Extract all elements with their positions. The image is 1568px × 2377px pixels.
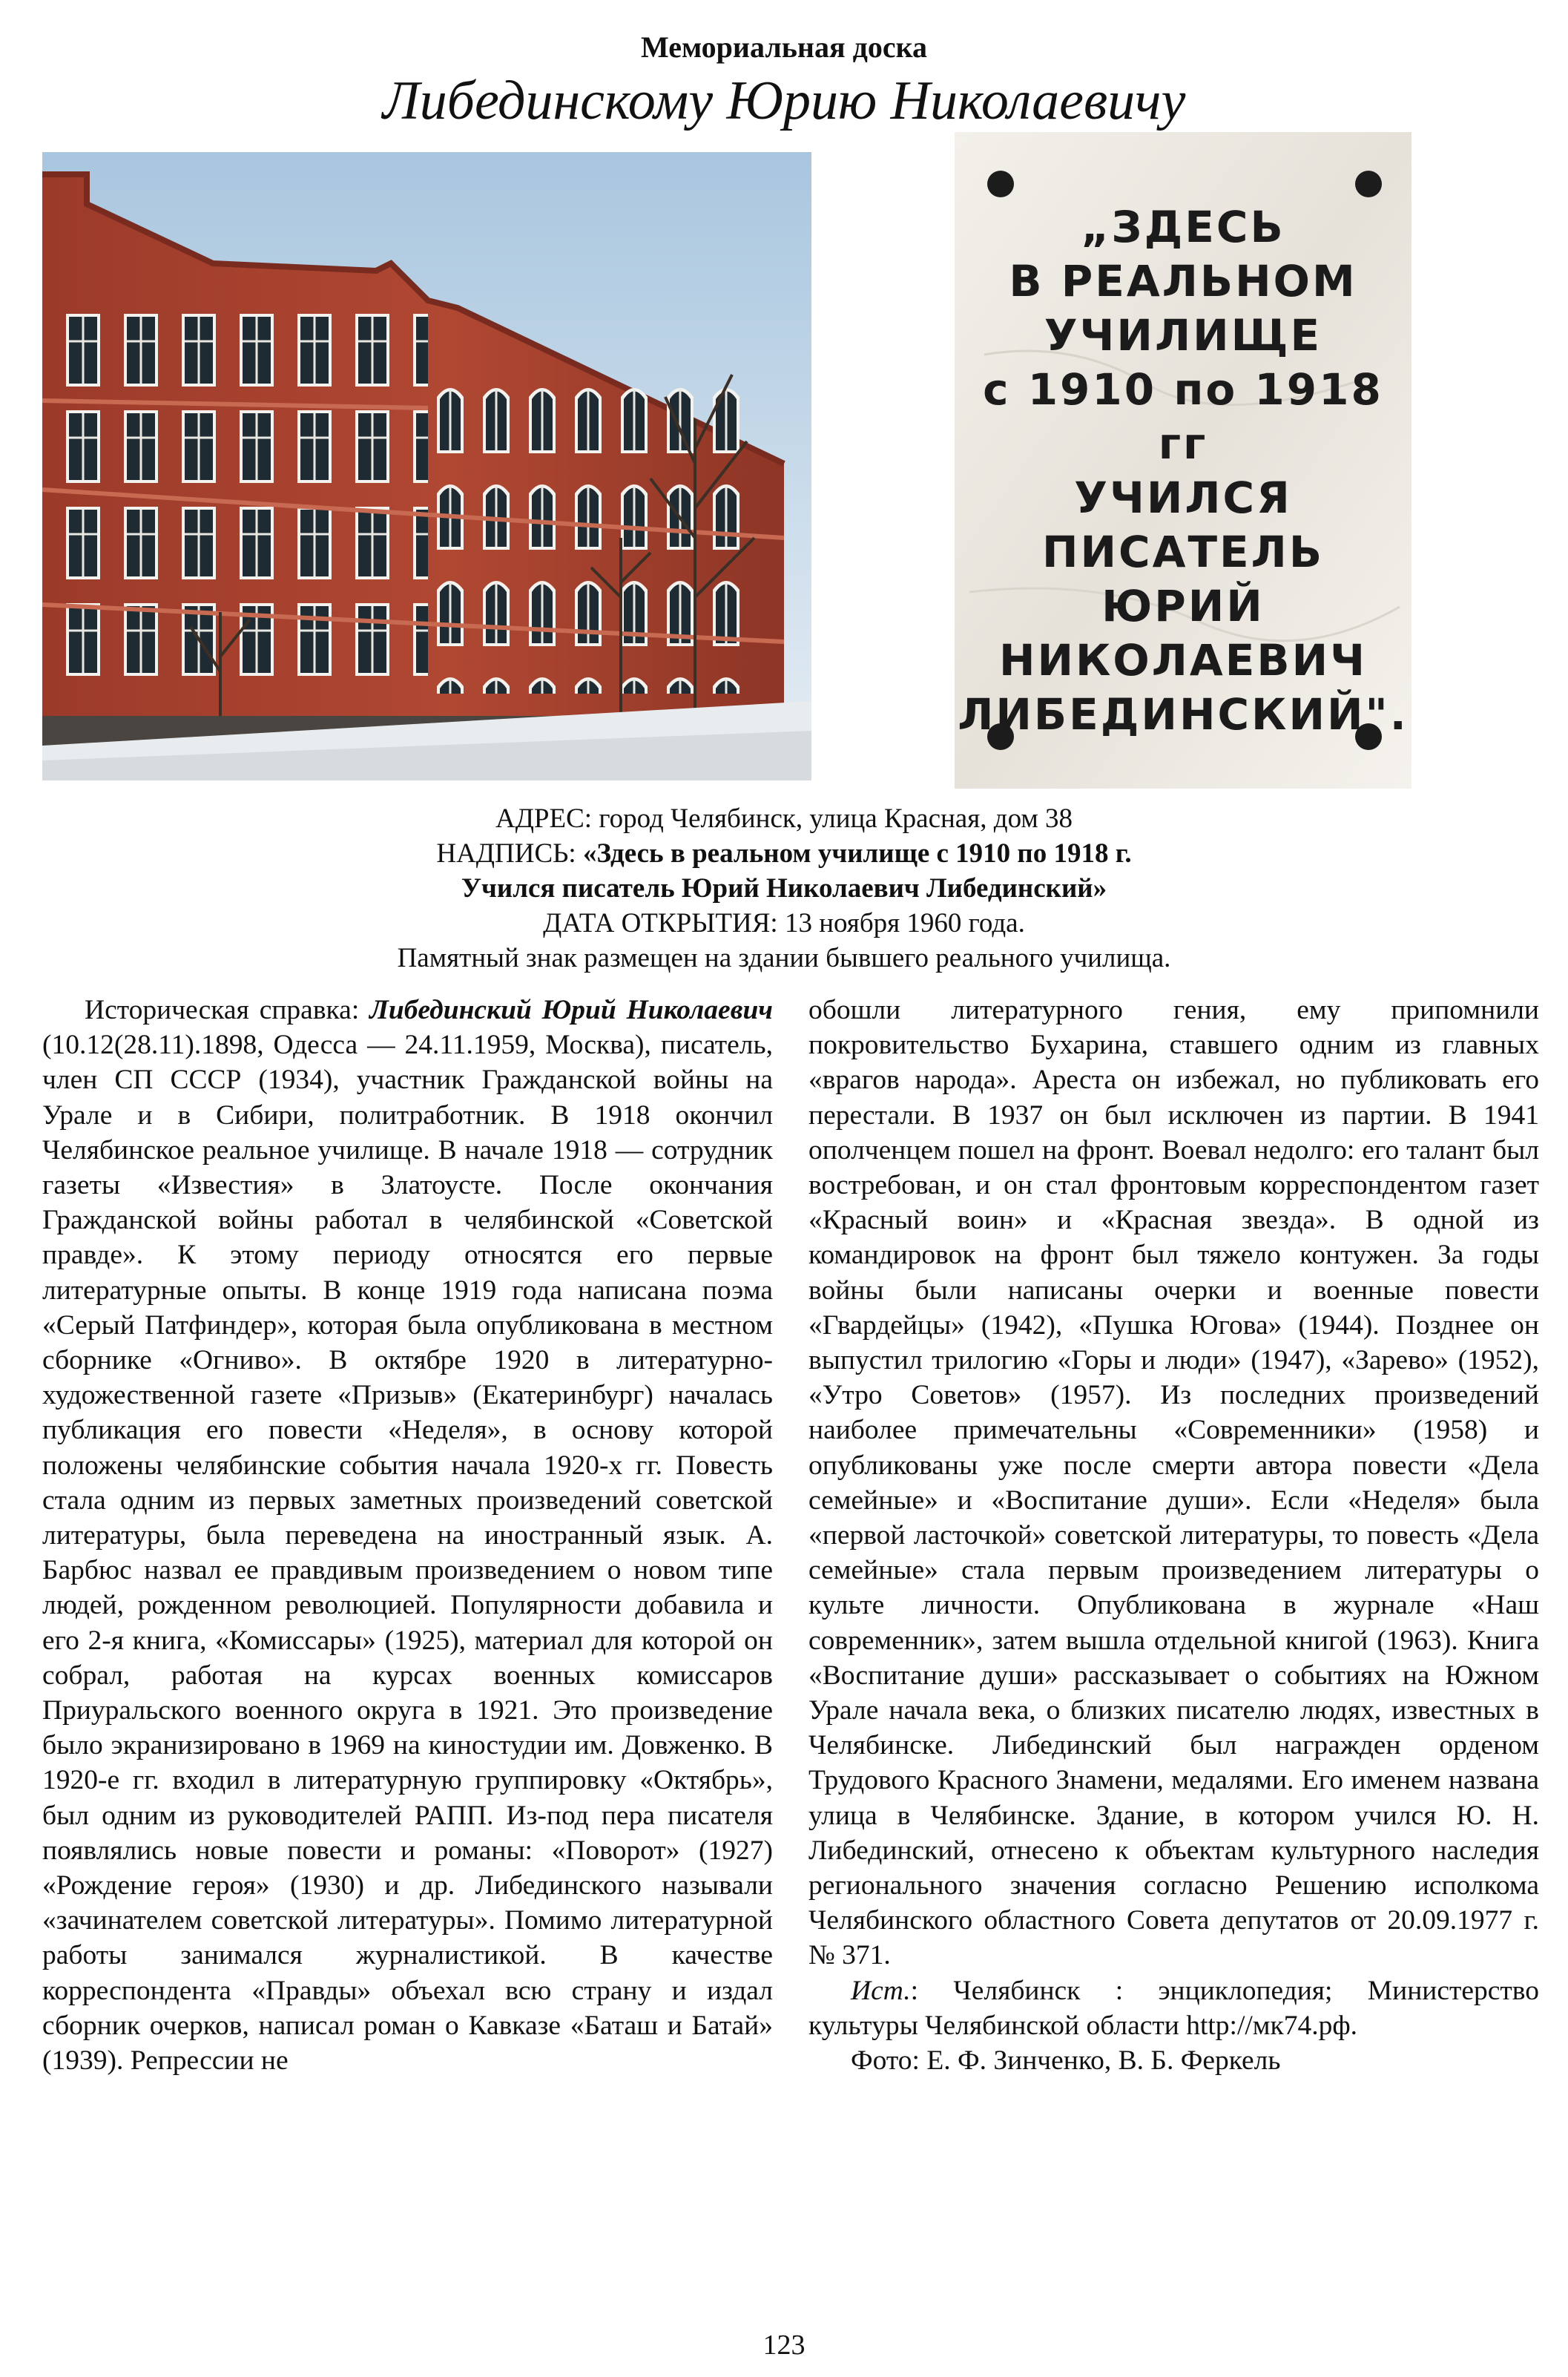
article-body-right: обошли литературного гения, ему припомнили покровительство Бухарина, ставшего одним из главных «врагов народа». Ареста он избежал, но публиковать его перестали. В 1937 он был исключен из партии. В 1941 ополченцем пошел на фронт. Воевал недолго: его талант был востребован, и он стал фронтовым корреспондентом газет «Красный воин» и «Красная звезда». В одной из командировок на фронт был тяжело контужен. За годы войны были написаны очерки и военные повести «Гвардейцы» (1942), «Пушка Югова» (1944). Позднее он выпустил трилогию «Горы и люди» (1947), «Зарево» (1952), «Утро Советов» (1957). Из последних произведений наиболее примечательны «Современники» (1958) и опубликованы уже после смерти автора повести «Дела семейные» и «Воспитание души». Если «Неделя» была «первой ласточкой» советской литературы, то повесть «Дела семейные» стала первым произведением литературы о культе личности. Опубликована в журнале «Наш современник», затем вышла отдельной книгой (1963). Книга «Воспитание души» рассказывает о событиях на Южном Урале начала века, о близких писателю людях, известных в Челябинске. Либединский был награжден орденом Трудового Красного Знамени, медалями. Его именем названа улица в Челябинске. Здание, в котором учился Ю. Н. Либединский, отнесено к объектам культурного наследия регионального значения согласно Решению исполкома Челябинского областного Совета депутатов от 20.09.1977 г. № 371.: [808, 995, 1539, 1971]
plaque-line: УЧИЛСЯ: [1074, 473, 1292, 523]
address-row: [0, 801, 1568, 836]
article-right-column: [808, 993, 1539, 2078]
plaque-line: В РЕАЛЬНОМ: [1009, 256, 1357, 306]
inscription-text-line2: Учился писатель Юрий Николаевич Либединский»: [461, 873, 1107, 904]
sources: [808, 1973, 1539, 2043]
plaque-line: УЧИЛИЩЕ: [1044, 310, 1322, 361]
page-number: 123: [762, 2330, 806, 2361]
address-label: АДРЕС:: [495, 803, 593, 834]
article-paragraph: [42, 993, 773, 2078]
inscription-row: [0, 836, 1568, 871]
plaque-photo: [955, 132, 1411, 789]
inscription-text-line1: «Здесь в реальном училище с 1910 по 1918 г.: [582, 838, 1132, 869]
sources-label: Ист.: [851, 1975, 911, 2006]
address-value: город Челябинск, улица Красная, дом 38: [592, 803, 1073, 834]
monument-caption: [0, 801, 1568, 976]
location-note: Памятный знак размещен на здании бывшего реального училища.: [397, 943, 1171, 973]
intro-label: Историческая справка:: [85, 995, 370, 1025]
date-value: 13 ноября 1960 года.: [777, 908, 1025, 938]
plaque-line: НИКОЛАЕВИЧ: [998, 635, 1368, 686]
inscription-label: НАДПИСЬ:: [436, 838, 583, 869]
page-title: Либединскому Юрию Николаевичу: [382, 70, 1186, 131]
article-body-left: (10.12(28.11).1898, Одесса — 24.11.1959, Москва), писатель, член СП СССР (1934), участник Гражданской войны на Урале и в Сибири, политработник. В 1918 окончил Челябинское реальное училище. В начале 1918 — сотрудник газеты «Известия» в Златоусте. После окончания Гражданской войны работал в челябинской «Советской правде». К этому периоду относятся его первые литературные опыты. В конце 1919 года написана поэма «Серый Патфиндер», которая была опубликована в местном сборнике «Огниво». В октябре 1920 в литературно-художественной газете «Призыв» (Екатеринбург) началась публикация его повести «Неделя», в основу которой положены челябинские события начала 1920-х гг. Повесть стала одним из первых заметных произведений советской литературы, была переведена на иностранный язык. А. Барбюс назвал ее правдивым произведением о новом типе людей, рожденном революцией. Популярности добавила и его 2-я книга, «Комиссары» (1925), материал для которой он собрал, работая на курсах военных комиссаров Приуральского военного округа в 1921. Это произведение было экранизировано в 1969 на киностудии им. Довженко. В 1920-е гг. входил в литературную группировку «Октябрь», был одним из руководителей РАПП. Из-под пера писателя появлялись новые повести и романы: «Поворот» (1927) «Рождение героя» (1930) и др. Либединского называли «зачинателем советской литературы». Помимо литературной работы занимался журналистикой. В качестве корреспондента «Правды» объехал всю страну и издал сборник очерков, написал роман о Кавказе «Баташ и Батай» (1939). Репрессии не: [42, 1030, 773, 2077]
plaque-inscription: [955, 200, 1411, 742]
building-photo: [42, 152, 811, 780]
inscription-row-2: [0, 871, 1568, 906]
plaque-line: с 1910 по 1918 гг: [983, 364, 1383, 469]
date-label: ДАТА ОТКРЫТИЯ:: [543, 908, 778, 938]
person-name: Либединский Юрий Николаевич: [369, 995, 773, 1025]
article-paragraph-continued: [808, 993, 1539, 1973]
date-row: [0, 906, 1568, 941]
article-left-column: [42, 993, 773, 2078]
sources-text: : Челябинск : энциклопедия; Министерство культуры Челябинской области http://мк74.рф.: [808, 1975, 1539, 2041]
plaque-line: ЛИБЕДИНСКИЙ".: [958, 689, 1409, 740]
photo-credit: Фото: Е. Ф. Зинченко, В. Б. Феркель: [851, 2045, 1281, 2077]
plaque-line: ЮРИЙ: [1101, 581, 1265, 631]
plaque-line: ПИСАТЕЛЬ: [1041, 527, 1325, 577]
plaque-line: „ЗДЕСЬ: [1081, 202, 1285, 252]
subtitle: Мемориальная доска: [640, 30, 928, 64]
